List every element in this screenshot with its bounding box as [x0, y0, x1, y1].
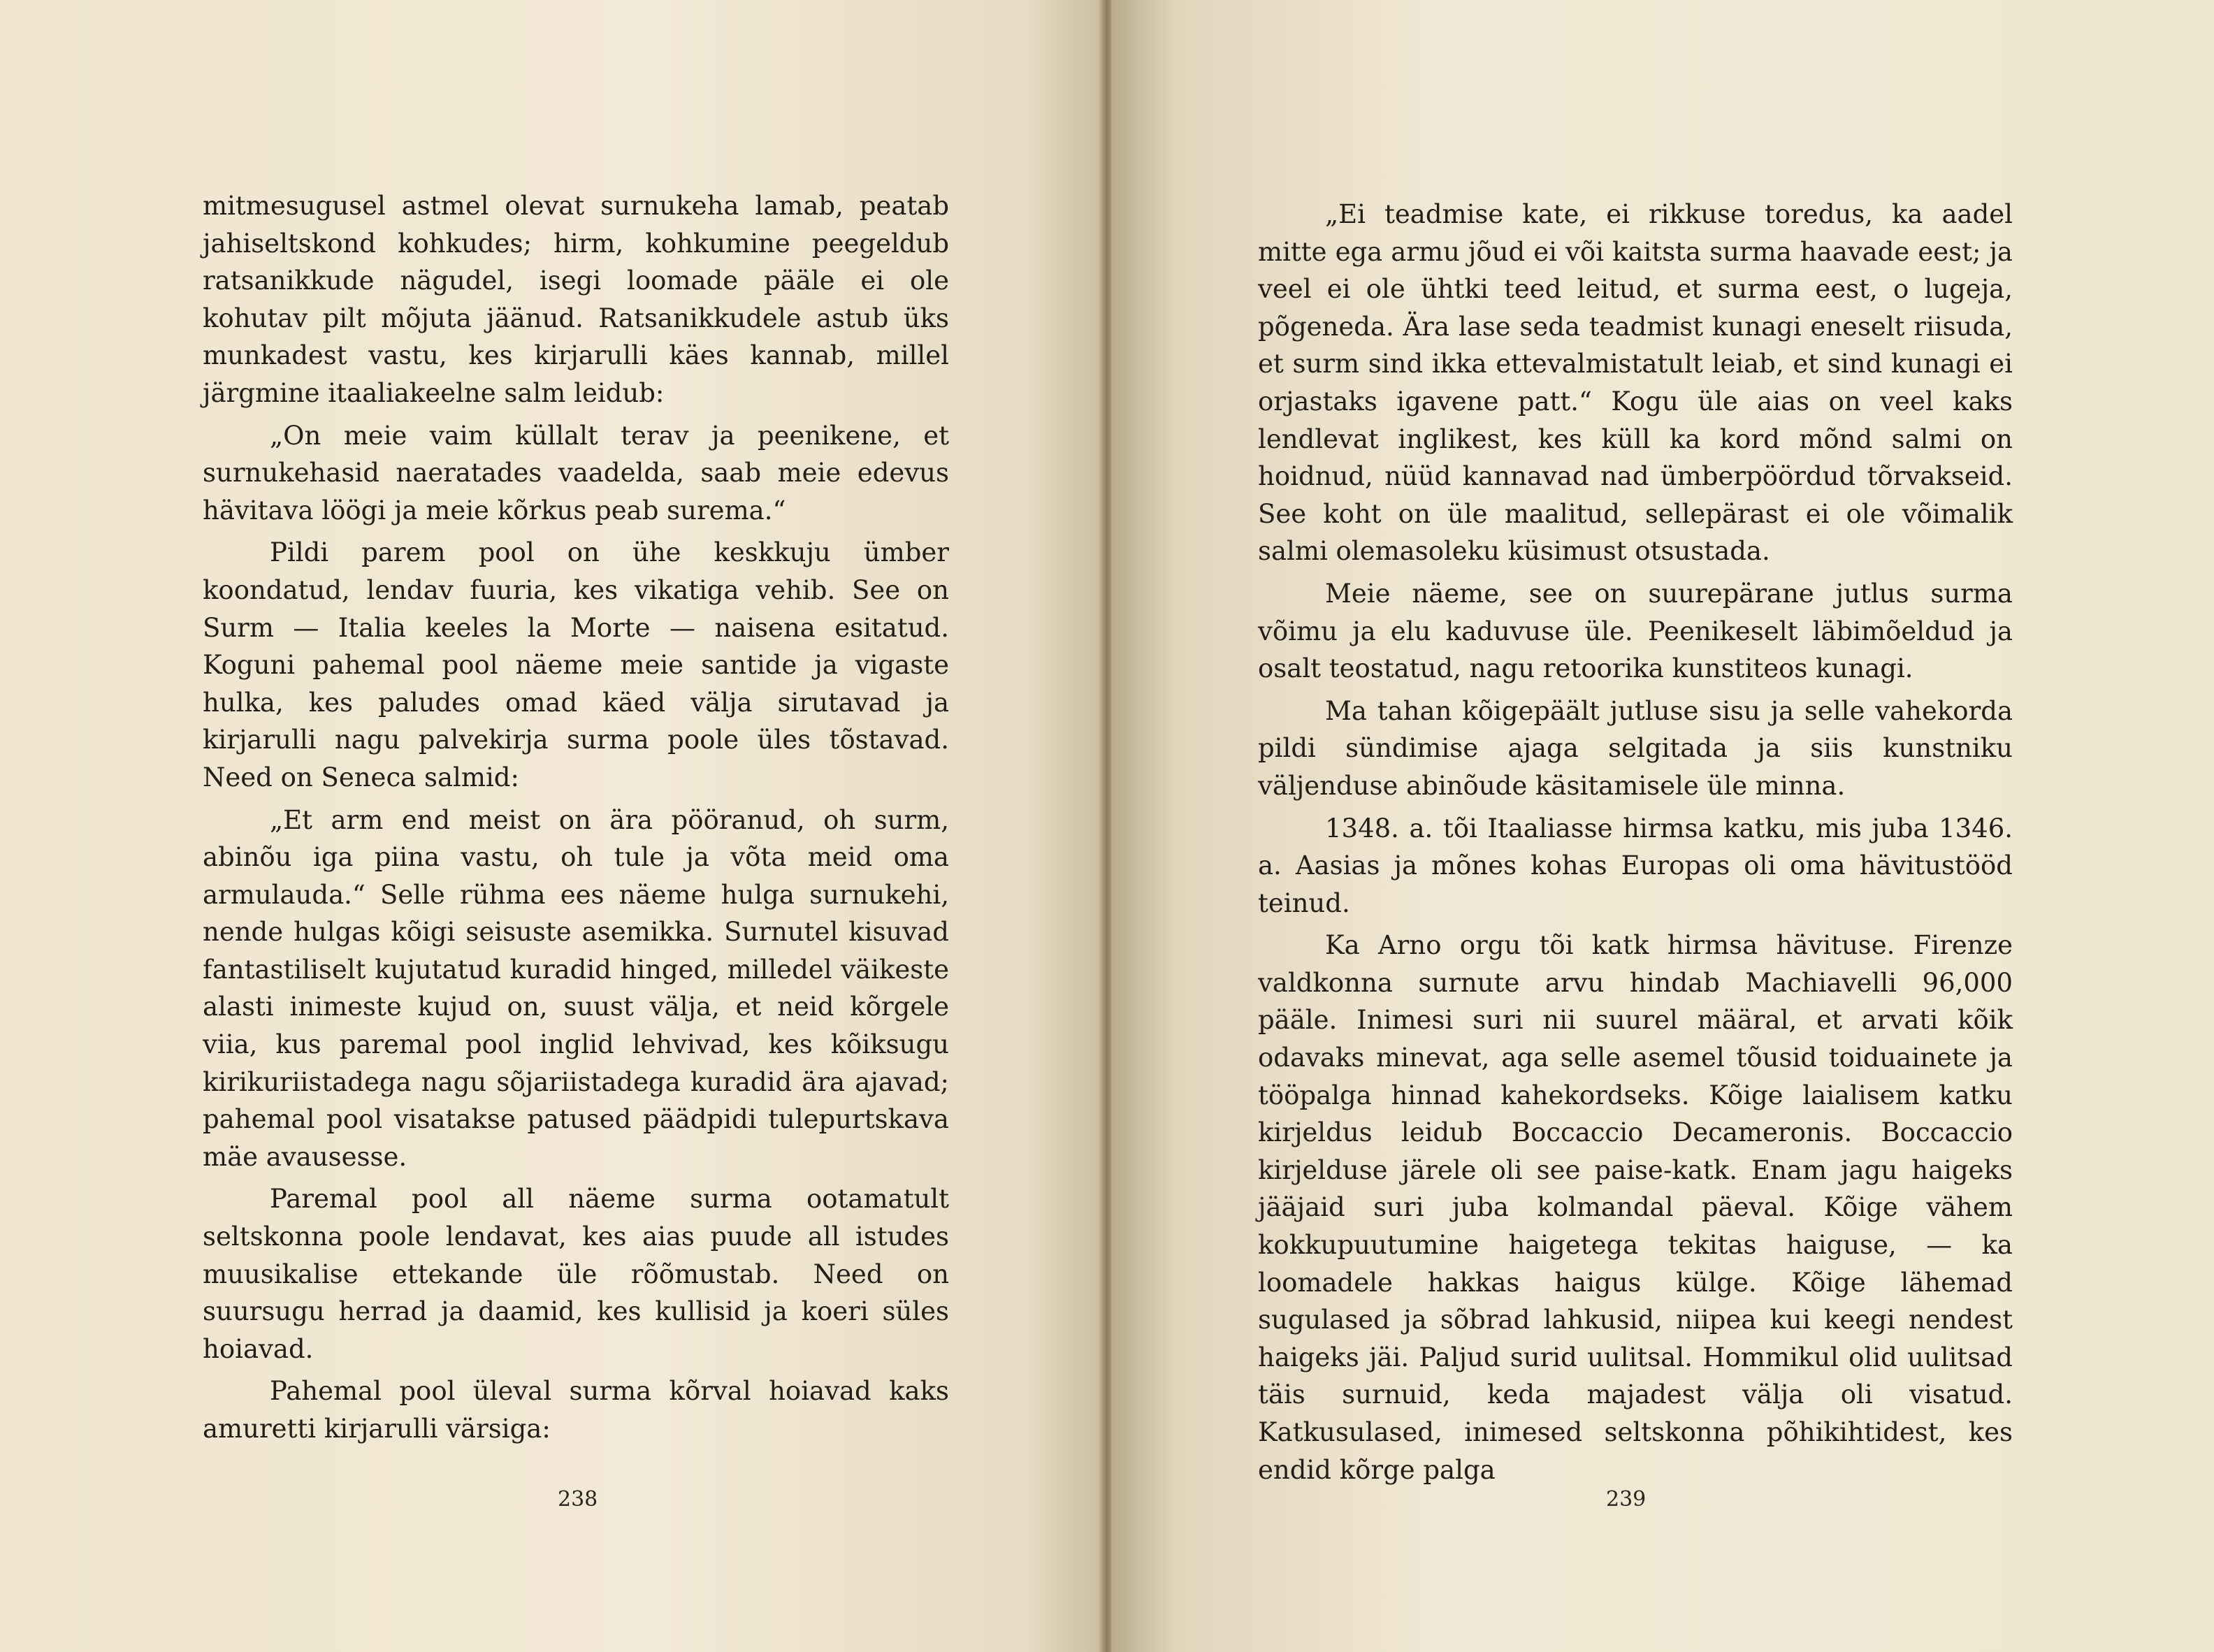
right-page-text	[1258, 196, 2013, 1488]
paragraph: Ka Arno orgu tõi katk hirmsa hävituse. Firenze valdkonna surnute arvu hindab Machiavelli 96,000 pääle. Inimesi suri nii suurel määral, et arvati kõik odavaks minevat, aga selle asemel tõusid toiduainete ja tööpalga hinnad kahekordseks. Kõige laialisem katku kirjeldus leidub Boccaccio Decameronis. Boccaccio kirjelduse järele oli see paise-katk. Enam jagu haigeks jääjaid suri juba kolmandal päeval. Kõige vähem kokkupuutumine haigetega tekitas haiguse, — ka loomadele hakkas haigus külge. Kõige lähemad sugulased ja sõbrad lahkusid, niipea kui keegi nendest haigeks jäi. Paljud surid uulitsal. Hommikul olid uulitsad täis surnuid, keda majadest välja oli visatud. Katkusulased, inimesed seltskonna põhikihtidest, kes endid kõrge palga	[1258, 930, 2013, 1485]
paragraph: Pahemal pool üleval surma kõrval hoiavad kaks amuretti kirjarulli värsiga:	[203, 1376, 949, 1444]
page-number: 238	[558, 1487, 598, 1512]
paragraph: „Ei teadmise kate, ei rikkuse toredus, ka aadel mitte ega armu jõud ei või kaitsta surma haavade eest; ja veel ei ole ühtki teed leitud, et surma eest, o lugeja, põgeneda. Ära lase seda teadmist kunagi eneselt riisuda, et surm sind ikka ettevalmistatult leiab, et sind kunagi ei orjastaks igavene patt.“ Kogu üle aias on veel kaks lendlevat inglikest, kes küll ka kord mõnd salmi on hoidnud, nüüd kannavad nad ümberpöördud tõrvakseid. See koht on üle maalitud, sellepärast ei ole võimalik salmi olemasoleku küsimust otsustada.	[1258, 199, 2013, 567]
paragraph: Pildi parem pool on ühe keskkuju ümber koondatud, lendav fuuria, kes vikatiga vehib. See on Surm — Italia keeles la Morte — naisena esitatud. Koguni pahemal pool näeme meie santide ja vigaste hulka, kes paludes omad käed välja sirutavad ja kirjarulli nagu palvekirja surma poole üles tõstavad. Need on Seneca salmid:	[203, 537, 949, 792]
paragraph: 1348. a. tõi Itaaliasse hirmsa katku, mis juba 1346. a. Aasias ja mõnes kohas Europas oli oma hävitustööd teinud.	[1258, 813, 2013, 918]
paragraph: mitmesugusel astmel olevat surnukeha lamab, peatab jahiseltskond kohkudes; hirm, kohkumine peegeldub ratsanikkude nägudel, isegi loomade pääle ei ole kohutav pilt mõjuta jäänud. Ratsanikkudele astub üks munkadest vastu, kes kirjarulli käes kannab, millel järgmine itaaliakeelne salm leidub:	[203, 191, 949, 408]
page-number: 239	[1606, 1487, 1647, 1512]
paragraph: Meie näeme, see on suurepärane jutlus surma võimu ja elu kaduvuse üle. Peenikeselt läbimõeldud ja osalt teostatud, nagu retoorika kunstiteos kunagi.	[1258, 578, 2013, 684]
paragraph: „Et arm end meist on ära pööranud, oh surm, abinõu iga piina vastu, oh tule ja võta meid oma armulauda.“ Selle rühma ees näeme hulga surnukehi, nende hulgas kõigi seisuste asemikka. Surnutel kisuvad fantastiliselt kujutatud kuradid hinged, milledel väikeste alasti inimeste kujud on, suust välja, et neid kõrgele viia, kus paremal pool inglid lehvivad, kes kõiksugu kirikuriistadega nagu sõjariistadega kuradid ära ajavad; pahemal pool visatakse patused päädpidi tulepurtskava mäe avausesse.	[203, 804, 949, 1172]
paragraph: Ma tahan kõigepäält jutluse sisu ja selle vahekorda pildi sündimise ajaga selgitada ja siis kunstniku väljenduse abinõude käsitamisele üle minna.	[1258, 695, 2013, 801]
paragraph: Paremal pool all näeme surma ootamatult seltskonna poole lendavat, kes aias puude all istudes muusikalise ettekande üle rõõmustab. Need on suursugu herrad ja daamid, kes kullisid ja koeri süles hoiavad.	[203, 1184, 949, 1364]
right-page	[1111, 0, 2214, 1652]
paragraph: „On meie vaim küllalt terav ja peenikene, et surnukehasid naeratades vaadelda, saab meie edevus hävitava löögi ja meie kõrkus peab surema.“	[203, 420, 949, 526]
left-page	[0, 0, 1103, 1652]
left-page-text	[203, 187, 949, 1448]
